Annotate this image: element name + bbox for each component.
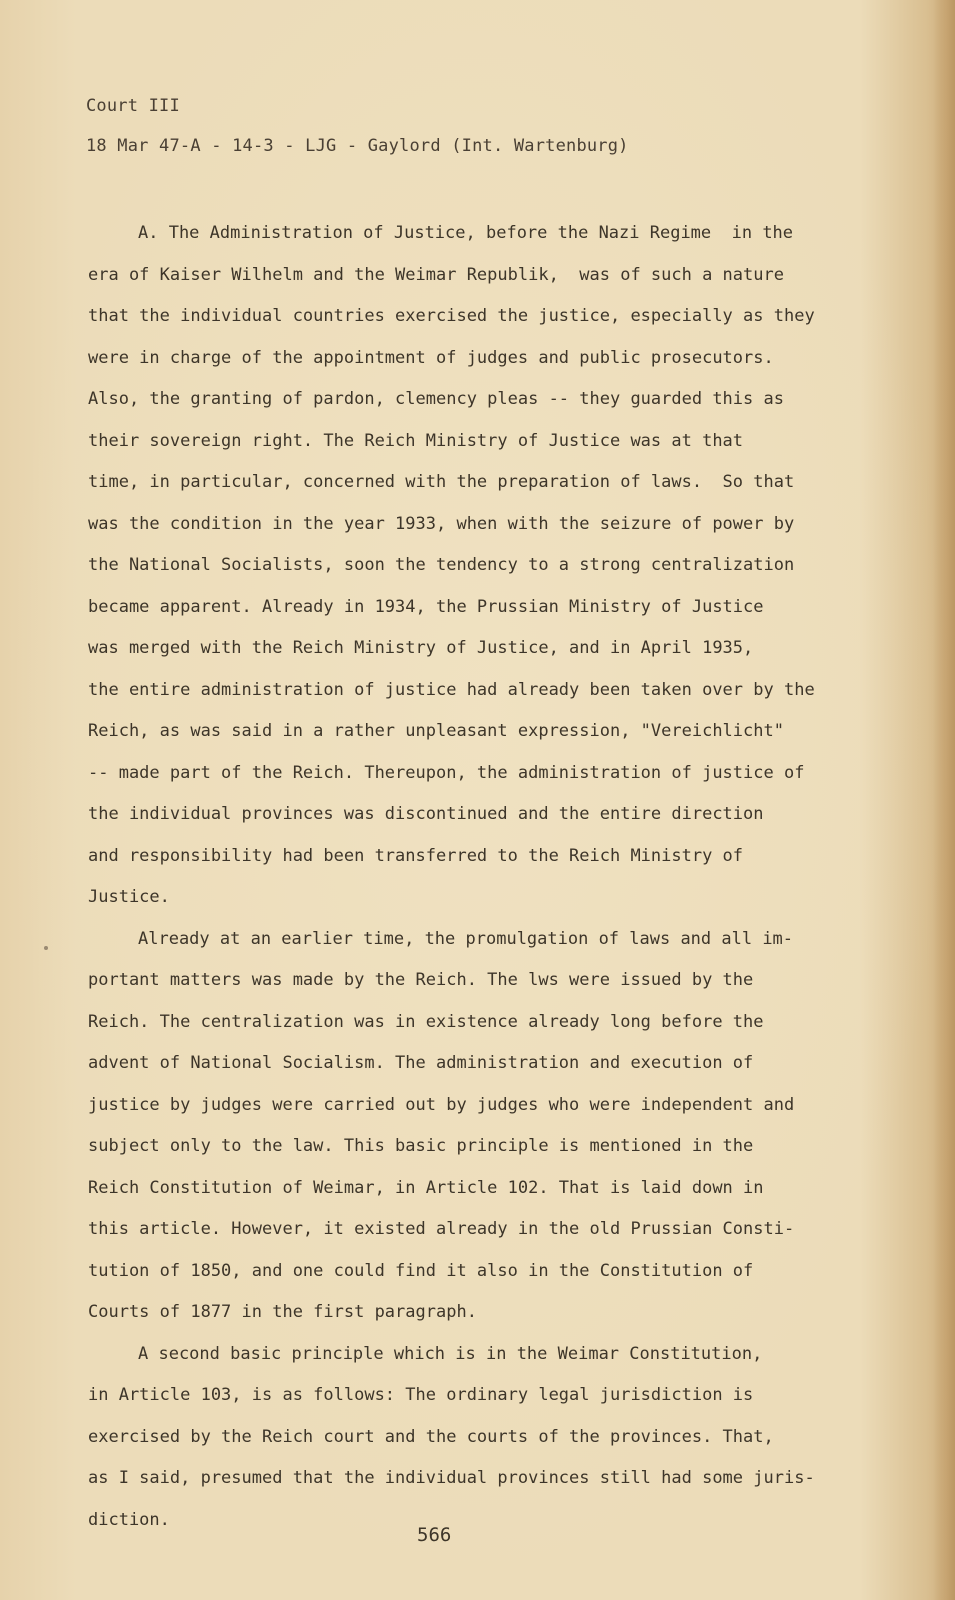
text-line: Justice. (88, 887, 170, 907)
text-line: the individual provinces was discontinued and the entire direction (88, 804, 764, 824)
text-line: era of Kaiser Wilhelm and the Weimar Republik, was of such a nature (88, 264, 784, 285)
paper-speck (44, 946, 48, 950)
court-label: Court III (86, 96, 180, 116)
text-line: this article. However, it existed already in the old Prussian Consti- (88, 1219, 795, 1239)
text-line: A second basic principle which is in the Weimar Constitution, (138, 1343, 763, 1364)
paragraph (88, 1343, 828, 1551)
transcript-caption: 18 Mar 47-A - 14-3 - LJG - Gaylord (Int. Wartenburg) (86, 136, 629, 156)
text-line: subject only to the law. This basic principle is mentioned in the (88, 1136, 754, 1156)
text-line: Reich, as was said in a rather unpleasant expression, "Vereichlicht" (88, 721, 784, 741)
text-line: Already at an earlier time, the promulgation of laws and all im- (138, 928, 794, 949)
text-line: advent of National Socialism. The administration and execution of (88, 1053, 754, 1073)
transcript-body (88, 222, 828, 1550)
text-line: Also, the granting of pardon, clemency pleas -- they guarded this as (88, 389, 784, 409)
text-line: was the condition in the year 1933, when with the seizure of power by (88, 513, 795, 534)
text-line: their sovereign right. The Reich Ministry of Justice was at that (88, 430, 744, 451)
text-line: was merged with the Reich Ministry of Justice, and in April 1935, (88, 638, 754, 658)
page-number: 566 (417, 1524, 452, 1546)
paragraph (88, 222, 828, 928)
text-line: Reich Constitution of Weimar, in Article 102. That is laid down in (88, 1177, 764, 1198)
text-line: exercised by the Reich court and the courts of the provinces. That, (88, 1426, 774, 1447)
text-line: the entire administration of justice had already been taken over by the (88, 679, 815, 700)
text-line: diction. (88, 1509, 170, 1530)
text-line: justice by judges were carried out by judges who were independent and (88, 1094, 795, 1115)
text-line: the National Socialists, soon the tendency to a strong centralization (88, 555, 795, 575)
text-line: were in charge of the appointment of judges and public prosecutors. (88, 347, 774, 368)
text-line: became apparent. Already in 1934, the Prussian Ministry of Justice (88, 596, 764, 617)
text-line: that the individual countries exercised the justice, especially as they (88, 306, 815, 326)
page-edge-shadow (933, 0, 955, 1600)
text-line: portant matters was made by the Reich. The lws were issued by the (88, 970, 754, 990)
text-line: in Article 103, is as follows: The ordinary legal jurisdiction is (88, 1385, 754, 1405)
text-line: and responsibility had been transferred to the Reich Ministry of (88, 845, 744, 866)
text-line: Reich. The centralization was in existence already long before the (88, 1011, 764, 1032)
text-line: A. The Administration of Justice, before the Nazi Regime in the (138, 223, 794, 243)
text-line: time, in particular, concerned with the preparation of laws. So that (88, 472, 795, 492)
text-line: -- made part of the Reich. Thereupon, the administration of justice of (88, 762, 805, 783)
text-line: as I said, presumed that the individual provinces still had some juris- (88, 1468, 815, 1488)
paragraph (88, 928, 828, 1343)
text-line: Courts of 1877 in the first paragraph. (88, 1302, 477, 1322)
text-line: tution of 1850, and one could find it also in the Constitution of (88, 1260, 754, 1281)
